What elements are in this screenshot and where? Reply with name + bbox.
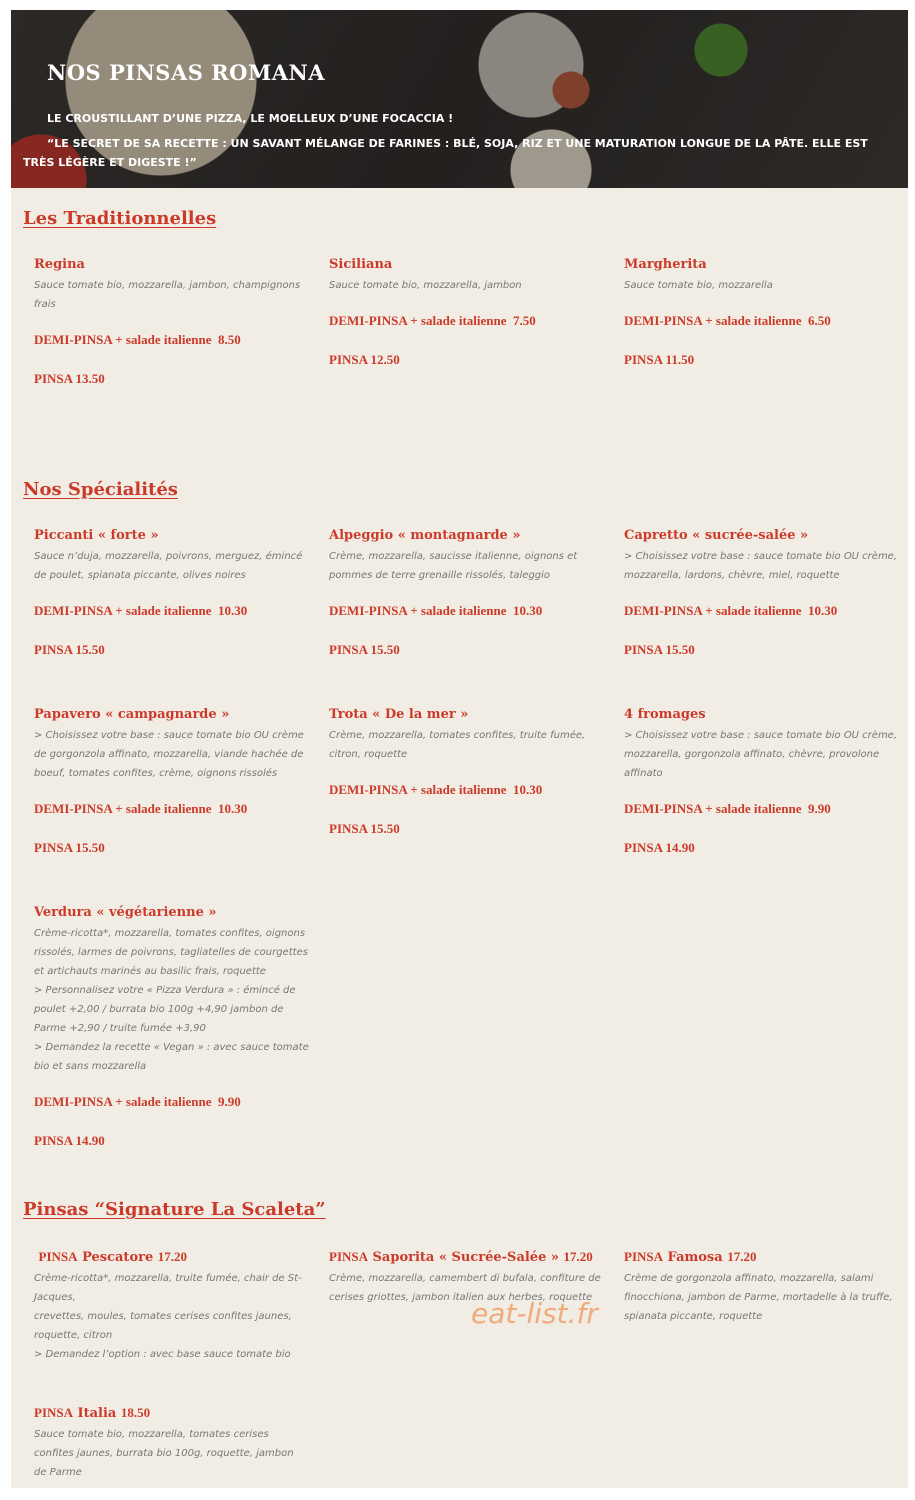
pinsa-label: PINSA	[34, 642, 73, 657]
item-description: Sauce tomate bio, mozzarella	[624, 280, 773, 291]
demi-label: DEMI-PINSA	[329, 603, 408, 618]
menu-item	[34, 1405, 309, 1482]
item-description: Crème de gorgonzola affinato, mozzarella, salami finocchiona, jambon de Parme, mortadelle à la truffe, spianata piccante, roquette	[624, 1273, 893, 1322]
item-option-note: > Demandez l’option : avec base sauce tomate bio	[34, 1349, 291, 1360]
item-name: 4 fromages	[624, 707, 706, 722]
demi-price: 10.30	[513, 603, 543, 618]
demi-extra: + salade italienne	[115, 801, 212, 816]
demi-price: 10.30	[808, 603, 838, 618]
hero-banner	[11, 10, 908, 188]
demi-label: DEMI-PINSA	[34, 1094, 113, 1109]
demi-extra: + salade italienne	[705, 313, 802, 328]
demi-extra: + salade italienne	[115, 1094, 212, 1109]
pinsa-price-value: 13.50	[75, 371, 105, 386]
demi-label: DEMI-PINSA	[624, 603, 703, 618]
demi-pinsa-price	[34, 801, 309, 817]
item-name: Trota « De la mer »	[329, 707, 469, 722]
item-description: Sauce tomate bio, mozzarella, tomates cerises confites jaunes, burrata bio 100g, roquette, jambon de Parme	[34, 1429, 294, 1478]
item-description: > Choisissez votre base : sauce tomate bio OU crème, mozzarella, gorgonzola affinato, chèvre, provolone affinato	[624, 730, 898, 779]
pinsa-price	[329, 642, 604, 658]
item-price: 17.20	[157, 1249, 188, 1264]
pinsa-price-value: 12.50	[370, 352, 400, 367]
pinsa-price-value: 15.50	[75, 840, 105, 855]
pinsa-price	[624, 642, 899, 658]
demi-extra: + salade italienne	[705, 801, 802, 816]
item-name: Papavero « campagnarde »	[34, 707, 230, 722]
pinsa-price	[34, 642, 309, 658]
item-title: Pescatore	[82, 1250, 154, 1265]
menu-item	[34, 528, 309, 658]
item-price: 18.50	[120, 1405, 151, 1420]
pinsa-price	[34, 840, 309, 856]
pinsa-label: PINSA	[329, 352, 368, 367]
item-description: > Choisissez votre base : sauce tomate bio OU crème, mozzarella, lardons, chèvre, miel, roquette	[624, 551, 898, 581]
item-customize-note: > Personnalisez votre « Pizza Verdura » : émincé de poulet +2,00 / burrata bio 100g +4,90 jambon de Parme +2,90 / truite fumée +3,90	[34, 985, 296, 1034]
item-name: Siciliana	[329, 257, 393, 272]
pinsa-price	[624, 840, 899, 856]
pinsa-label: PINSA	[329, 642, 368, 657]
item-name	[34, 1405, 309, 1421]
item-description: Crème, mozzarella, camembert di bufala, confiture de cerises griottes, jambon italien aux herbes, roquette	[329, 1273, 601, 1303]
watermark: eat-list.fr	[471, 1297, 598, 1330]
menu-item	[34, 257, 309, 387]
menu-item	[624, 1249, 899, 1326]
item-description-continued: crevettes, moules, tomates cerises confites jaunes, roquette, citron	[34, 1311, 292, 1341]
item-title: Saporita « Sucrée-Salée »	[372, 1250, 559, 1265]
pinsa-label: PINSA	[34, 371, 73, 386]
demi-extra: + salade italienne	[115, 603, 212, 618]
demi-label: DEMI-PINSA	[34, 801, 113, 816]
pinsa-price	[34, 1133, 309, 1149]
demi-label: DEMI-PINSA	[329, 782, 408, 797]
hero-tagline: LE CROUSTILLANT D’UNE PIZZA, LE MOELLEUX D’UNE FOCACCIA !	[47, 112, 454, 125]
demi-pinsa-price	[624, 801, 899, 817]
item-name: Margherita	[624, 257, 707, 272]
demi-label: DEMI-PINSA	[624, 801, 703, 816]
demi-pinsa-price	[34, 603, 309, 619]
item-name	[329, 1249, 604, 1265]
demi-price: 10.30	[218, 801, 248, 816]
pinsa-price-value: 15.50	[665, 642, 695, 657]
pinsa-price	[329, 821, 604, 837]
item-price: 17.20	[563, 1249, 593, 1264]
menu-item	[34, 1249, 309, 1364]
demi-extra: + salade italienne	[410, 782, 507, 797]
pinsa-price-value: 15.50	[370, 642, 400, 657]
pinsa-price-value: 15.50	[370, 821, 400, 836]
item-title: Italia	[77, 1406, 117, 1421]
item-description: Crème, mozzarella, tomates confites, truite fumée, citron, roquette	[329, 730, 586, 760]
item-prefix: PINSA	[34, 1405, 74, 1420]
item-description: Crème-ricotta*, mozzarella, tomates confites, oignons rissolés, larmes de poivrons, tagliatelles de courgettes et artichauts marinés au basilic frais, roquette	[34, 928, 308, 977]
demi-extra: + salade italienne	[115, 332, 212, 347]
pinsa-label: PINSA	[624, 642, 663, 657]
pinsa-label: PINSA	[329, 821, 368, 836]
pinsa-price-value: 14.90	[75, 1133, 105, 1148]
item-vegan-note: > Demandez la recette « Vegan » : avec sauce tomate bio et sans mozzarella	[34, 1042, 309, 1072]
item-prefix: PINSA	[624, 1249, 664, 1264]
item-description: Sauce tomate bio, mozzarella, jambon	[329, 280, 522, 291]
hero-description: “LE SECRET DE SA RECETTE : UN SAVANT MÉLANGE DE FARINES : BLÉ, SOJA, RIZ ET UNE MATURATION LONGUE DE LA PÂTE. ELLE EST TRÈS LÉGÈRE ET DIGESTE !”	[23, 137, 868, 169]
pinsa-price-value: 15.50	[75, 642, 105, 657]
pinsa-price	[329, 352, 604, 368]
menu-item	[329, 257, 604, 368]
hero-title: NOS PINSAS ROMANA	[47, 60, 325, 85]
demi-price: 10.30	[513, 782, 543, 797]
demi-price: 9.90	[218, 1094, 241, 1109]
menu-item	[624, 528, 899, 658]
item-title: Famosa	[667, 1250, 723, 1265]
section-title-signature: Pinsas “Signature La Scaleta”	[23, 1199, 326, 1220]
section-title-specialites: Nos Spécialités	[23, 479, 178, 500]
pinsa-label: PINSA	[624, 840, 663, 855]
demi-price: 8.50	[218, 332, 241, 347]
pinsa-label: PINSA	[34, 840, 73, 855]
menu-item	[329, 528, 604, 658]
demi-price: 7.50	[513, 313, 536, 328]
item-description: > Choisissez votre base : sauce tomate bio OU crème de gorgonzola affinato, mozzarella, viande hachée de boeuf, tomates confites, crème, oignons rissolés	[34, 730, 304, 779]
item-name: Alpeggio « montagnarde »	[329, 528, 521, 543]
demi-price: 10.30	[218, 603, 248, 618]
demi-pinsa-price	[329, 603, 604, 619]
menu-item	[34, 905, 309, 1149]
item-prefix: PINSA	[38, 1249, 78, 1264]
demi-pinsa-price	[624, 313, 899, 329]
demi-price: 9.90	[808, 801, 831, 816]
demi-price: 6.50	[808, 313, 831, 328]
item-prefix: PINSA	[329, 1249, 369, 1264]
demi-pinsa-price	[34, 1094, 309, 1110]
demi-pinsa-price	[329, 313, 604, 329]
demi-extra: + salade italienne	[410, 603, 507, 618]
menu-page	[11, 10, 908, 1488]
demi-extra: + salade italienne	[705, 603, 802, 618]
demi-pinsa-price	[624, 603, 899, 619]
pinsa-price	[34, 371, 309, 387]
menu-item	[624, 707, 899, 856]
demi-label: DEMI-PINSA	[329, 313, 408, 328]
demi-label: DEMI-PINSA	[34, 603, 113, 618]
menu-item	[624, 257, 899, 368]
section-title-traditionnelles: Les Traditionnelles	[23, 208, 217, 229]
demi-label: DEMI-PINSA	[34, 332, 113, 347]
item-name: Verdura « végétarienne »	[34, 905, 217, 920]
item-description: Sauce tomate bio, mozzarella, jambon, champignons frais	[34, 280, 301, 310]
menu-item	[329, 707, 604, 837]
demi-pinsa-price	[329, 782, 604, 798]
item-description: Sauce n’duja, mozzarella, poivrons, merguez, émincé de poulet, spianata piccante, olives noires	[34, 551, 303, 581]
demi-pinsa-price	[34, 332, 309, 348]
menu-item	[34, 707, 309, 856]
pinsa-label: PINSA	[624, 352, 663, 367]
item-name: Capretto « sucrée-salée »	[624, 528, 809, 543]
pinsa-price-value: 14.90	[665, 840, 695, 855]
item-name: Regina	[34, 257, 85, 272]
demi-extra: + salade italienne	[410, 313, 507, 328]
item-name: Piccanti « forte »	[34, 528, 159, 543]
item-name	[34, 1249, 309, 1265]
demi-label: DEMI-PINSA	[624, 313, 703, 328]
item-name	[624, 1249, 899, 1265]
pinsa-label: PINSA	[34, 1133, 73, 1148]
pinsa-price-value: 11.50	[665, 352, 695, 367]
item-description: Crème, mozzarella, saucisse italienne, oignons et pommes de terre grenaille rissolés, taleggio	[329, 551, 578, 581]
item-price: 17.20	[727, 1249, 757, 1264]
item-description: Crème-ricotta*, mozzarella, truite fumée, chair de St-Jacques,	[34, 1273, 302, 1303]
pinsa-price	[624, 352, 899, 368]
